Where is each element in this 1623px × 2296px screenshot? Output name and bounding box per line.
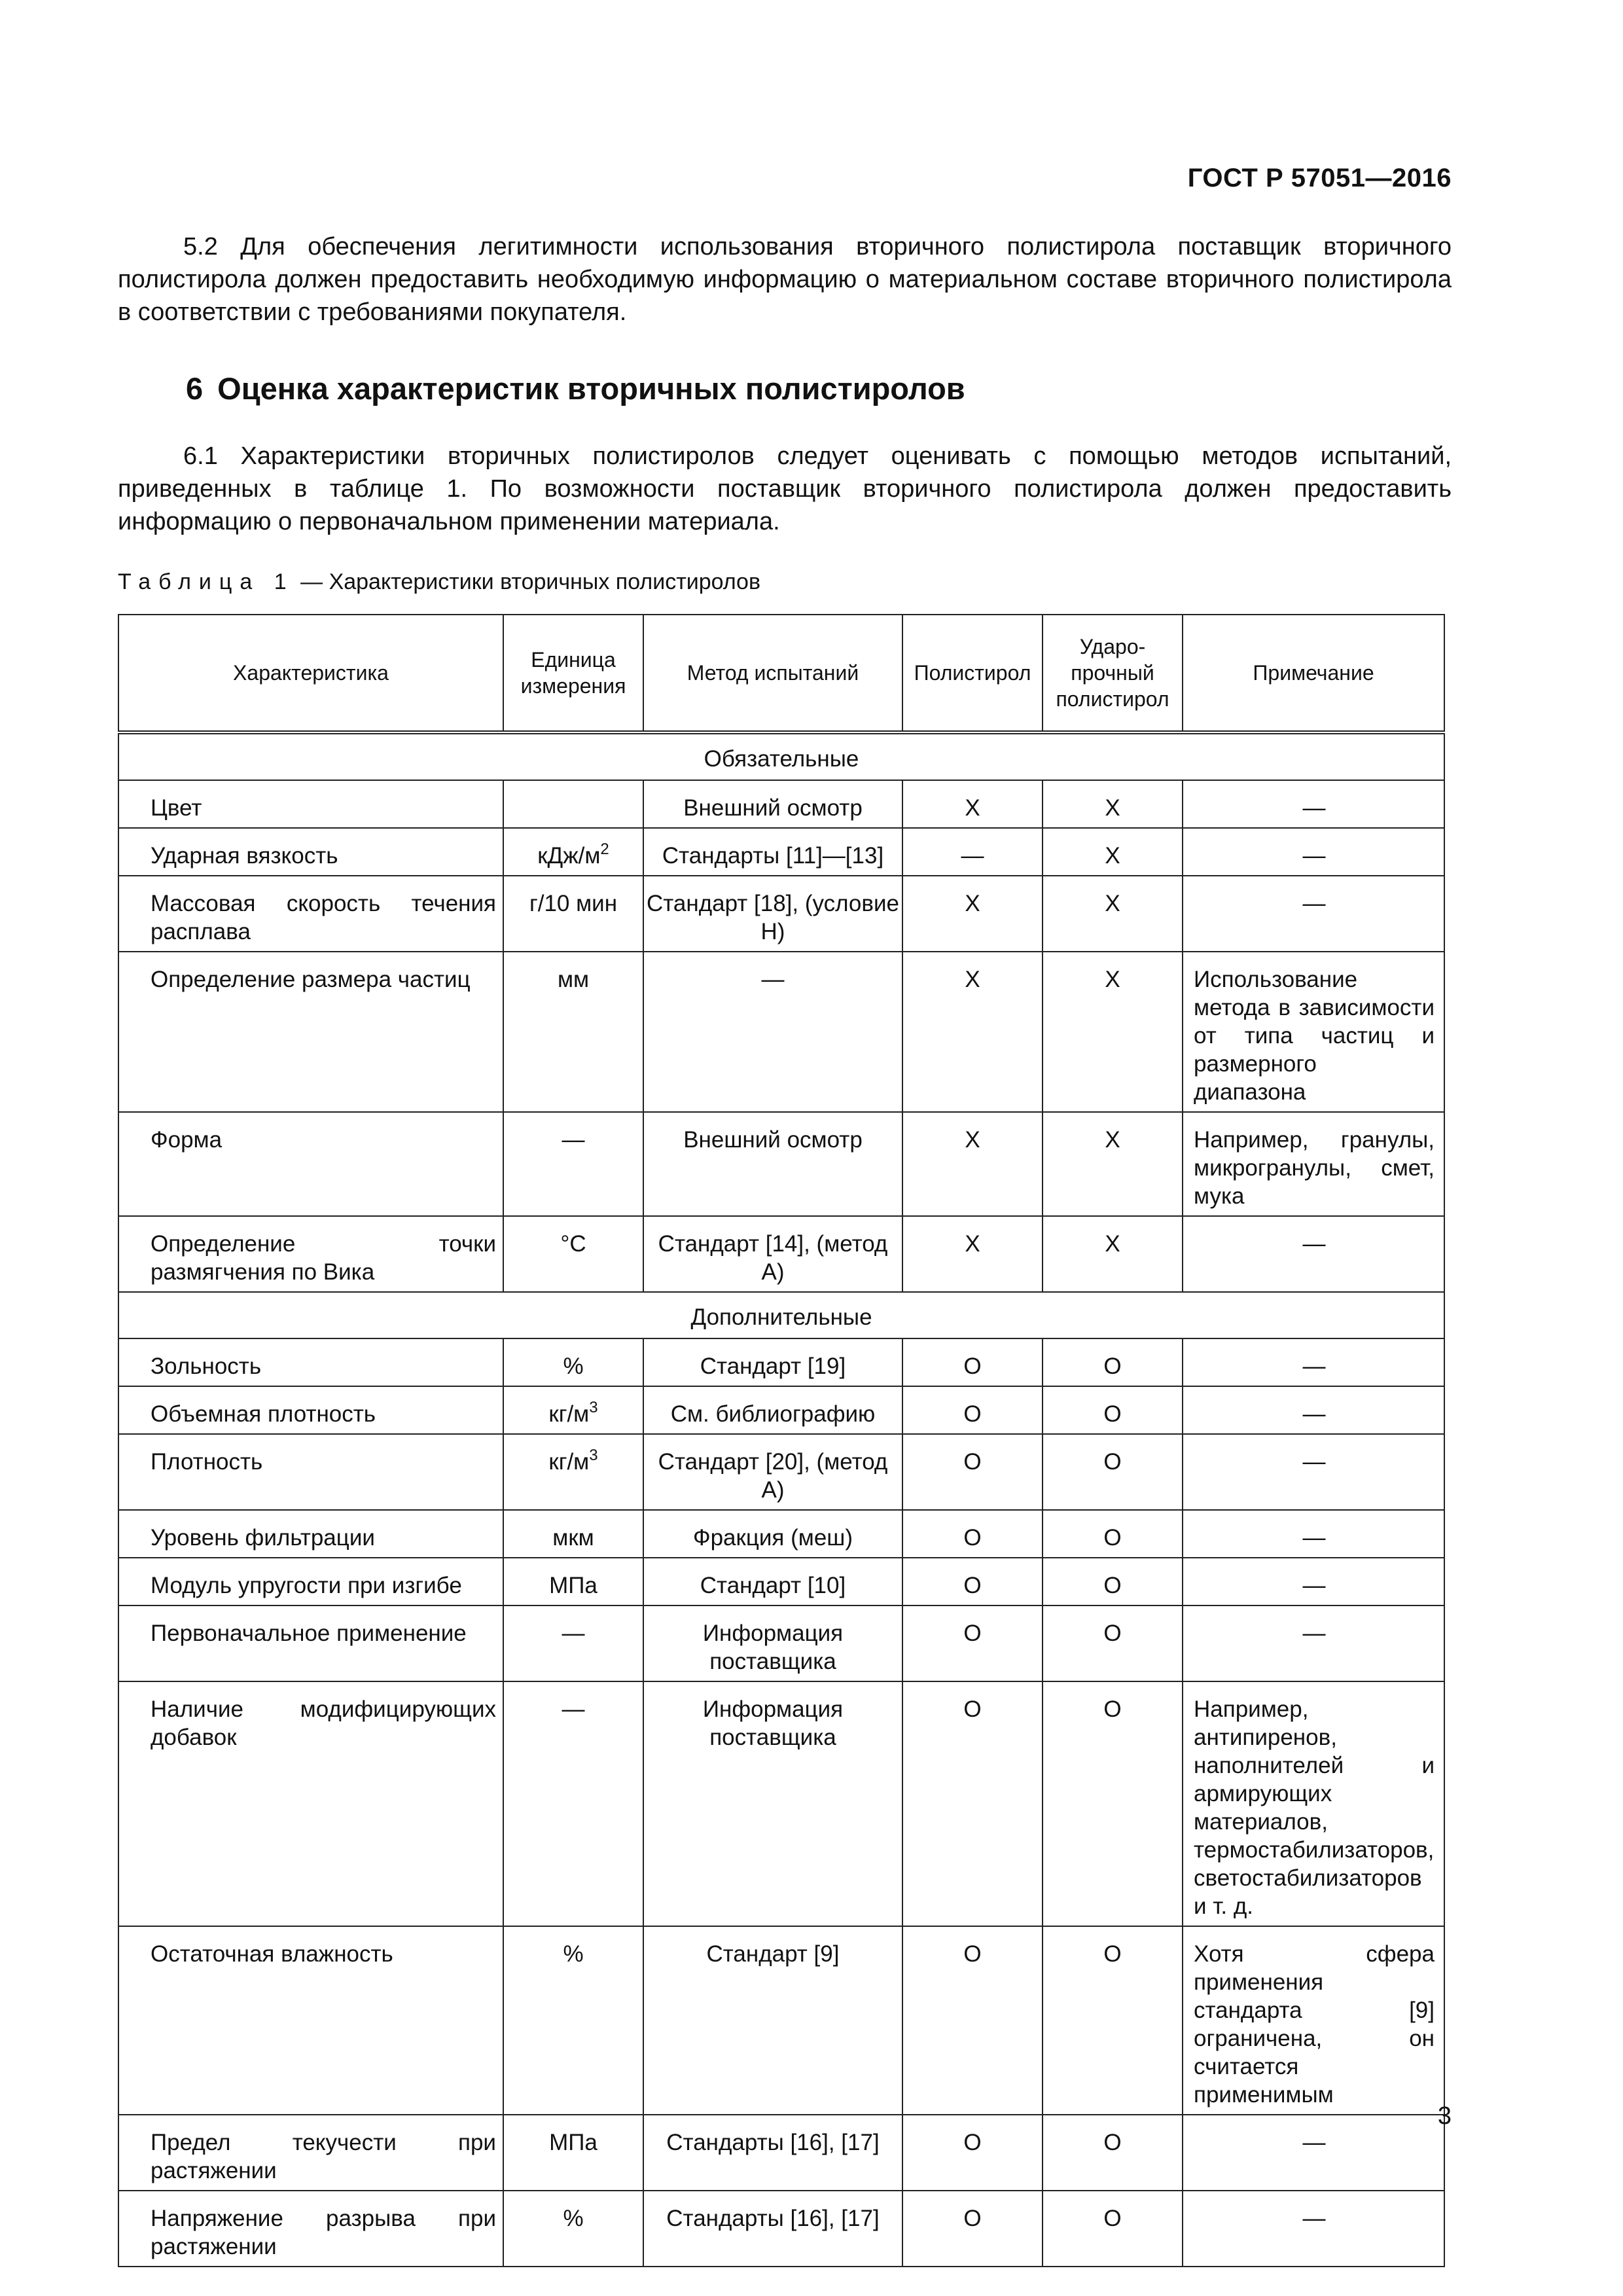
group-row-additional [118, 1292, 1444, 1338]
cell-note: — [1183, 876, 1444, 952]
table-body [118, 732, 1444, 2267]
cell-polystyrene: О [902, 1605, 1043, 1681]
unit-text: % [563, 2206, 584, 2231]
table-row [118, 1681, 1444, 1926]
cell-characteristic: Определение размера частиц [118, 952, 503, 1112]
table-row [118, 1605, 1444, 1681]
cell-polystyrene: — [902, 828, 1043, 876]
cell-characteristic: Напряжение разрыва при растяжении [118, 2191, 503, 2267]
table-caption-label: Таблица 1 [118, 569, 294, 594]
cell-polystyrene: О [902, 1510, 1043, 1558]
cell-polystyrene: X [902, 952, 1043, 1112]
group-row-required [118, 732, 1444, 780]
cell-note: Например, антипиренов, наполнителей и армирующих материалов, термостабилизаторов, светостабилизаторов и т. д. [1183, 1681, 1444, 1926]
header-polystyrene: Полистирол [902, 615, 1043, 732]
cell-note: Например, гранулы, микрогранулы, смет, мука [1183, 1112, 1444, 1216]
cell-unit [503, 1681, 643, 1926]
cell-note: — [1183, 1434, 1444, 1510]
paragraph-6-1-text: 6.1 Характеристики вторичных полистиролов следует оценивать с помощью методов испытаний, приведенных в таблице 1. По возможности поставщик вторичного полистирола должен предоставить информацию о первоначальном применении материала. [118, 442, 1452, 535]
cell-method: Внешний осмотр [643, 780, 902, 828]
cell-unit [503, 1386, 643, 1434]
cell-unit [503, 2115, 643, 2191]
unit-text: — [562, 1696, 585, 1722]
cell-method: Стандарт [14], (метод А) [643, 1216, 902, 1292]
section-6-number: 6 [186, 371, 204, 406]
unit-text: кДж/м [537, 843, 601, 869]
cell-method: Стандарт [10] [643, 1558, 902, 1605]
cell-impact-polystyrene: X [1043, 780, 1183, 828]
cell-characteristic: Уровень фильтрации [118, 1510, 503, 1558]
table-header-row [118, 615, 1444, 732]
cell-unit [503, 1338, 643, 1386]
table-row [118, 1216, 1444, 1292]
cell-polystyrene: О [902, 2115, 1043, 2191]
cell-unit [503, 876, 643, 952]
header-note: Примечание [1183, 615, 1444, 732]
cell-method: Информация поставщика [643, 1605, 902, 1681]
cell-characteristic: Остаточная влажность [118, 1926, 503, 2115]
cell-unit [503, 2191, 643, 2267]
cell-impact-polystyrene: О [1043, 1434, 1183, 1510]
cell-characteristic: Модуль упругости при изгибе [118, 1558, 503, 1605]
unit-text: МПа [549, 2130, 597, 2155]
cell-polystyrene: О [902, 1338, 1043, 1386]
paragraph-5-2 [118, 230, 1452, 329]
table-row [118, 2115, 1444, 2191]
cell-unit [503, 1112, 643, 1216]
table-row [118, 1434, 1444, 1510]
unit-text: — [562, 1621, 585, 1646]
cell-polystyrene: О [902, 1434, 1043, 1510]
cell-characteristic: Определение точки размягчения по Вика [118, 1216, 503, 1292]
table-row [118, 828, 1444, 876]
cell-note: — [1183, 2115, 1444, 2191]
unit-text: кг/м [548, 1449, 590, 1475]
cell-unit [503, 780, 643, 828]
cell-unit [503, 1558, 643, 1605]
cell-note: Хотя сфера применения стандарта [9] ограничена, он считается применимым [1183, 1926, 1444, 2115]
cell-polystyrene: X [902, 1216, 1043, 1292]
cell-note: — [1183, 1338, 1444, 1386]
cell-impact-polystyrene: X [1043, 828, 1183, 876]
cell-unit [503, 1434, 643, 1510]
cell-unit [503, 1926, 643, 2115]
header-unit [503, 615, 643, 732]
unit-text: мм [557, 967, 590, 992]
cell-method: Стандарты [16], [17] [643, 2115, 902, 2191]
table-row [118, 1338, 1444, 1386]
cell-impact-polystyrene: О [1043, 1510, 1183, 1558]
unit-superscript: 2 [600, 840, 609, 858]
characteristics-table [118, 614, 1445, 2267]
cell-note: — [1183, 828, 1444, 876]
cell-polystyrene: О [902, 1926, 1043, 2115]
cell-characteristic: Плотность [118, 1434, 503, 1510]
cell-method: — [643, 952, 902, 1112]
cell-impact-polystyrene: О [1043, 1558, 1183, 1605]
table-row [118, 876, 1444, 952]
cell-method: Информация поставщика [643, 1681, 902, 1926]
cell-note: — [1183, 1386, 1444, 1434]
cell-unit [503, 1510, 643, 1558]
cell-unit [503, 828, 643, 876]
cell-note: — [1183, 1558, 1444, 1605]
cell-method: Стандарт [20], (метод А) [643, 1434, 902, 1510]
cell-characteristic: Зольность [118, 1338, 503, 1386]
paragraph-5-2-text: 5.2 Для обеспечения легитимности использования вторичного полистирола поставщик вторичного полистирола должен предоставить необходимую информацию о материальном составе вторичного полистирола в соответствии с требованиями покупателя. [118, 233, 1452, 326]
group-row-required-label: Обязательные [118, 732, 1444, 780]
unit-text: г/10 мин [529, 891, 618, 916]
cell-characteristic: Наличие модифицирующих добавок [118, 1681, 503, 1926]
unit-text: мкм [552, 1525, 594, 1551]
cell-characteristic: Форма [118, 1112, 503, 1216]
cell-impact-polystyrene: О [1043, 1605, 1183, 1681]
cell-note: — [1183, 1510, 1444, 1558]
unit-text: % [563, 1354, 584, 1379]
cell-note: — [1183, 780, 1444, 828]
cell-impact-polystyrene: О [1043, 1386, 1183, 1434]
cell-note: Использование метода в зависимости от типа частиц и размерного диапазона [1183, 952, 1444, 1112]
table-caption-text: — Характеристики вторичных полистиролов [294, 569, 761, 594]
cell-impact-polystyrene: О [1043, 1338, 1183, 1386]
cell-characteristic: Предел текучести при растяжении [118, 2115, 503, 2191]
cell-method: Стандарты [16], [17] [643, 2191, 902, 2267]
cell-polystyrene: О [902, 1386, 1043, 1434]
cell-impact-polystyrene: О [1043, 2191, 1183, 2267]
cell-note: — [1183, 1605, 1444, 1681]
cell-polystyrene: X [902, 1112, 1043, 1216]
cell-method: Стандарт [9] [643, 1926, 902, 2115]
cell-impact-polystyrene: X [1043, 1216, 1183, 1292]
paragraph-6-1 [118, 440, 1452, 538]
page-number: 3 [1437, 2102, 1452, 2130]
section-6-title: Оценка характеристик вторичных полистиролов [217, 371, 965, 406]
header-unit-text: Единица измерения [520, 648, 626, 698]
unit-text: °С [560, 1231, 586, 1257]
header-method: Метод испытаний [643, 615, 902, 732]
table-row [118, 1510, 1444, 1558]
cell-unit [503, 1216, 643, 1292]
table-row [118, 780, 1444, 828]
table-row [118, 1558, 1444, 1605]
cell-unit [503, 1605, 643, 1681]
cell-impact-polystyrene: О [1043, 2115, 1183, 2191]
cell-unit [503, 952, 643, 1112]
section-6-heading [186, 370, 965, 406]
table-caption [118, 569, 760, 595]
cell-method: Стандарты [11]—[13] [643, 828, 902, 876]
cell-characteristic: Цвет [118, 780, 503, 828]
group-row-additional-label: Дополнительные [118, 1292, 1444, 1338]
cell-method: Внешний осмотр [643, 1112, 902, 1216]
cell-note: — [1183, 2191, 1444, 2267]
header-impact-polystyrene: Ударо- прочный полистирол [1043, 615, 1183, 732]
document-id-header: ГОСТ Р 57051—2016 [1187, 164, 1452, 192]
cell-characteristic: Первоначальное применение [118, 1605, 503, 1681]
table-row [118, 1926, 1444, 2115]
cell-method: Стандарт [19] [643, 1338, 902, 1386]
cell-method: Фракция (меш) [643, 1510, 902, 1558]
cell-characteristic: Объемная плотность [118, 1386, 503, 1434]
unit-text: — [562, 1127, 585, 1153]
cell-polystyrene: О [902, 1558, 1043, 1605]
cell-impact-polystyrene: О [1043, 1926, 1183, 2115]
cell-characteristic: Массовая скорость течения расплава [118, 876, 503, 952]
cell-polystyrene: X [902, 780, 1043, 828]
unit-superscript: 3 [589, 1446, 598, 1464]
cell-polystyrene: X [902, 876, 1043, 952]
unit-text: % [563, 1941, 584, 1967]
cell-impact-polystyrene: X [1043, 876, 1183, 952]
cell-method: Стандарт [18], (условие Н) [643, 876, 902, 952]
table-row [118, 1386, 1444, 1434]
unit-text: кг/м [548, 1401, 590, 1427]
cell-characteristic: Ударная вязкость [118, 828, 503, 876]
cell-note: — [1183, 1216, 1444, 1292]
cell-method: См. библиографию [643, 1386, 902, 1434]
cell-impact-polystyrene: X [1043, 952, 1183, 1112]
unit-text: МПа [549, 1573, 597, 1598]
cell-impact-polystyrene: X [1043, 1112, 1183, 1216]
table-row [118, 1112, 1444, 1216]
unit-superscript: 3 [589, 1399, 598, 1416]
cell-impact-polystyrene: О [1043, 1681, 1183, 1926]
table-row [118, 2191, 1444, 2267]
table-row [118, 952, 1444, 1112]
cell-polystyrene: О [902, 1681, 1043, 1926]
header-characteristic: Характеристика [118, 615, 503, 732]
cell-polystyrene: О [902, 2191, 1043, 2267]
